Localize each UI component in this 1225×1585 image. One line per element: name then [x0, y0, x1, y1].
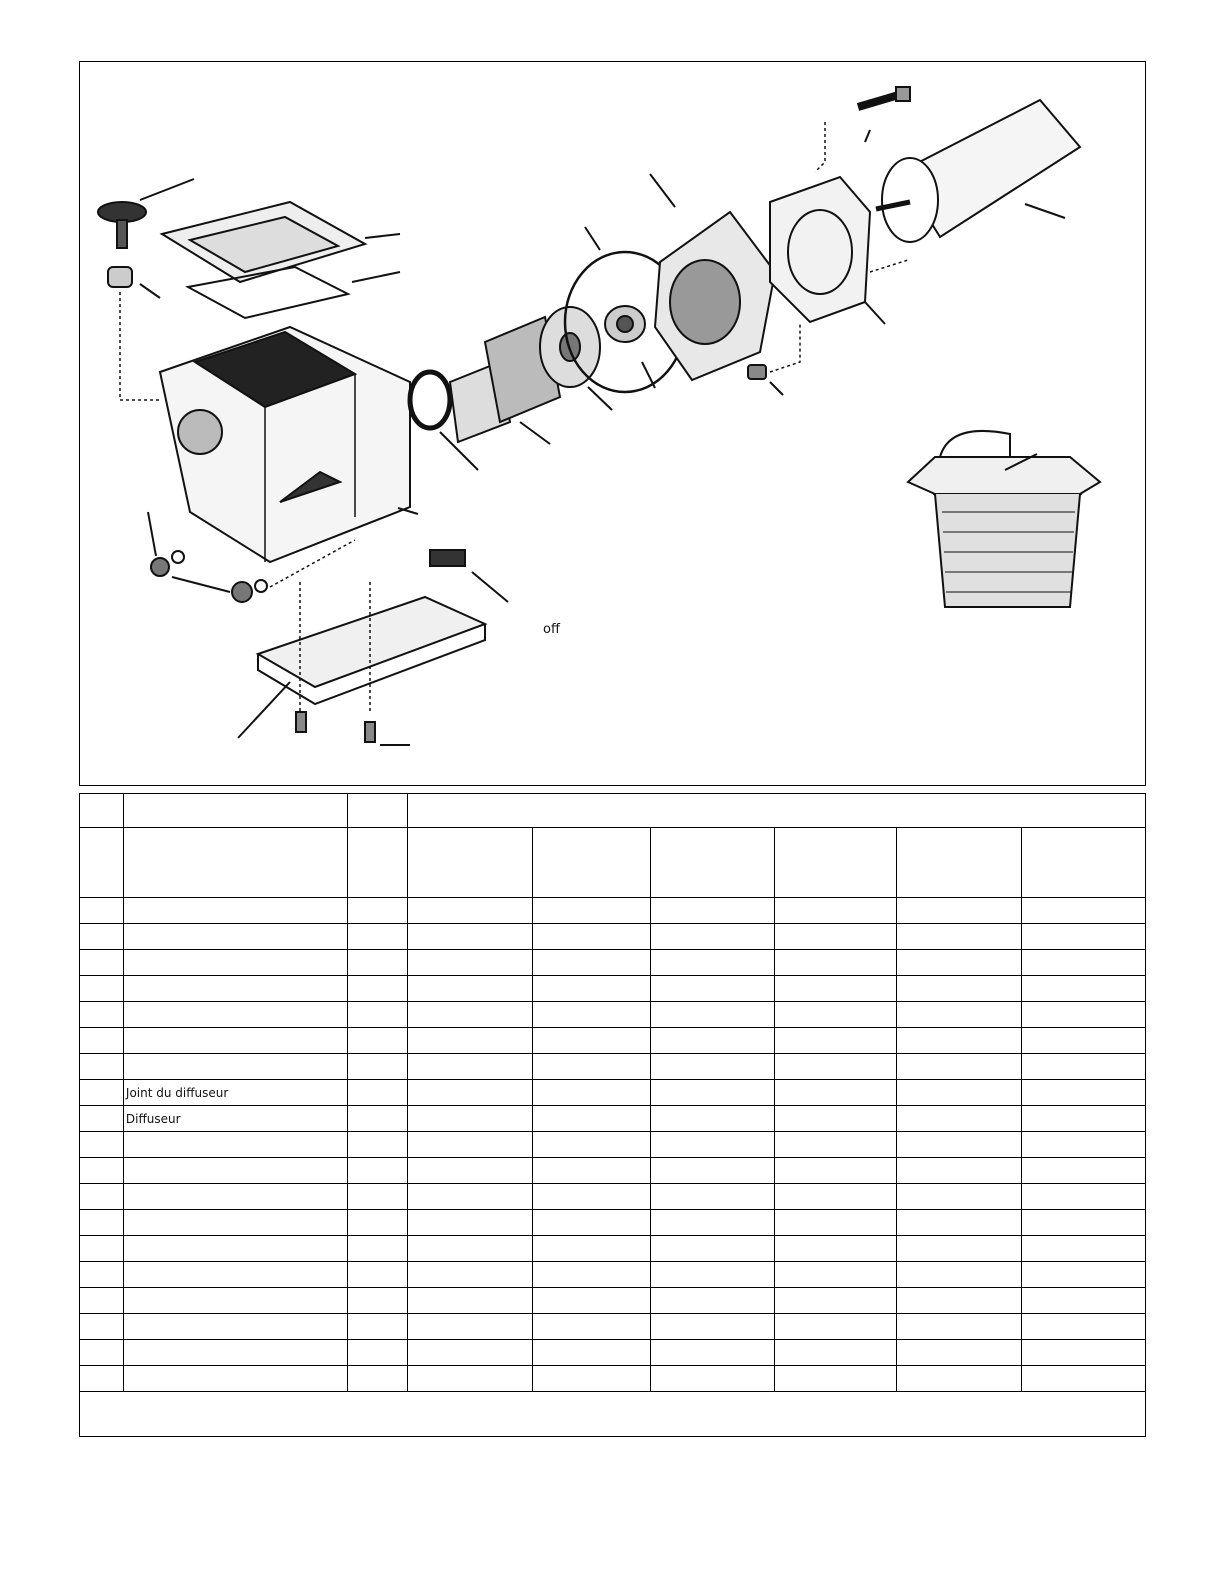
table-cell — [532, 1132, 650, 1158]
header-model-1 — [407, 828, 532, 898]
table-cell — [774, 1028, 896, 1054]
header-cell-models — [407, 794, 1145, 828]
table-cell — [348, 1314, 408, 1340]
pump-base — [258, 597, 485, 704]
table-cell — [407, 1106, 532, 1132]
part-description — [123, 1132, 347, 1158]
table-cell — [897, 1080, 1022, 1106]
table-cell — [897, 1210, 1022, 1236]
table-cell — [532, 1340, 650, 1366]
part-description — [123, 950, 347, 976]
table-cell — [348, 924, 408, 950]
table-cell — [407, 1132, 532, 1158]
table-cell — [1022, 924, 1145, 950]
table-cell — [774, 1158, 896, 1184]
table-cell — [80, 1132, 123, 1158]
table-cell — [650, 1132, 774, 1158]
parts-table — [80, 794, 1145, 1392]
part-description — [123, 976, 347, 1002]
part-description — [123, 1028, 347, 1054]
table-cell — [407, 1288, 532, 1314]
part-description — [123, 1340, 347, 1366]
table-row — [80, 976, 1145, 1002]
table-cell — [348, 1080, 408, 1106]
table-cell — [897, 1028, 1022, 1054]
base-spacer — [430, 550, 465, 566]
table-cell — [1022, 1210, 1145, 1236]
table-cell — [80, 1366, 123, 1392]
table-cell — [774, 1184, 896, 1210]
table-row — [80, 950, 1145, 976]
table-cell — [80, 1340, 123, 1366]
table-cell — [650, 1080, 774, 1106]
table-cell — [897, 1366, 1022, 1392]
parts-list-table — [79, 793, 1146, 1437]
table-cell — [650, 950, 774, 976]
table-cell — [348, 1210, 408, 1236]
table-cell — [774, 1080, 896, 1106]
table-cell — [650, 1314, 774, 1340]
table-row — [80, 1106, 1145, 1132]
table-cell — [897, 1106, 1022, 1132]
table-cell — [897, 1262, 1022, 1288]
table-cell — [650, 1366, 774, 1392]
table-cell — [897, 1236, 1022, 1262]
table-row — [80, 1132, 1145, 1158]
table-cell — [407, 950, 532, 976]
table-cell — [1022, 950, 1145, 976]
table-cell — [80, 1080, 123, 1106]
table-cell — [650, 1262, 774, 1288]
table-cell — [1022, 1236, 1145, 1262]
table-cell — [532, 1028, 650, 1054]
table-cell — [532, 898, 650, 924]
table-cell — [407, 976, 532, 1002]
table-cell — [774, 1002, 896, 1028]
table-cell — [774, 1210, 896, 1236]
table-cell — [80, 924, 123, 950]
table-cell — [407, 1236, 532, 1262]
table-cell — [348, 1236, 408, 1262]
table-cell — [1022, 898, 1145, 924]
table-subheader-row — [80, 828, 1145, 898]
table-cell — [1022, 1158, 1145, 1184]
part-description — [123, 1288, 347, 1314]
part-description — [123, 898, 347, 924]
table-cell — [1022, 1314, 1145, 1340]
pump-exploded-view — [80, 62, 1145, 785]
table-cell — [407, 1314, 532, 1340]
table-cell — [348, 1184, 408, 1210]
table-cell — [650, 1106, 774, 1132]
table-cell — [348, 1054, 408, 1080]
table-row — [80, 1028, 1145, 1054]
table-cell — [532, 1080, 650, 1106]
table-cell — [407, 924, 532, 950]
table-cell — [407, 1262, 532, 1288]
table-footnote — [80, 1394, 1145, 1436]
table-cell — [532, 950, 650, 976]
table-cell — [650, 1002, 774, 1028]
table-cell — [1022, 1054, 1145, 1080]
table-cell — [1022, 1080, 1145, 1106]
table-cell — [650, 1210, 774, 1236]
table-cell — [407, 1158, 532, 1184]
table-cell — [348, 1288, 408, 1314]
table-cell — [650, 1158, 774, 1184]
table-cell — [1022, 1288, 1145, 1314]
header-model-4 — [774, 828, 896, 898]
part-description — [123, 1314, 347, 1340]
header-model-5 — [897, 828, 1022, 898]
table-row — [80, 898, 1145, 924]
table-cell — [650, 898, 774, 924]
table-cell — [774, 1288, 896, 1314]
table-cell — [80, 1314, 123, 1340]
table-cell — [407, 1028, 532, 1054]
table-cell — [1022, 1340, 1145, 1366]
table-row — [80, 1262, 1145, 1288]
table-cell — [897, 1314, 1022, 1340]
table-cell — [532, 1002, 650, 1028]
motor-flange — [770, 177, 870, 322]
table-cell — [774, 950, 896, 976]
table-cell — [1022, 1366, 1145, 1392]
header-cell-qty — [348, 794, 408, 828]
part-description — [123, 1054, 347, 1080]
strainer-basket — [908, 431, 1100, 607]
table-cell — [897, 1002, 1022, 1028]
part-description — [123, 1002, 347, 1028]
table-cell — [897, 950, 1022, 976]
callout-label: off — [543, 622, 560, 637]
table-cell — [774, 1054, 896, 1080]
table-cell — [532, 1236, 650, 1262]
strainer-lid — [162, 202, 365, 282]
table-cell — [1022, 1106, 1145, 1132]
table-cell — [80, 1288, 123, 1314]
table-cell — [80, 898, 123, 924]
table-cell — [80, 1106, 123, 1132]
table-cell — [348, 1158, 408, 1184]
table-cell — [407, 1340, 532, 1366]
table-cell — [650, 1028, 774, 1054]
table-cell — [532, 1262, 650, 1288]
table-cell — [774, 898, 896, 924]
lid-knob — [98, 202, 146, 248]
table-cell — [348, 1340, 408, 1366]
table-row — [80, 1288, 1145, 1314]
table-row — [80, 924, 1145, 950]
table-cell — [532, 924, 650, 950]
table-cell — [1022, 976, 1145, 1002]
leader-line — [140, 179, 194, 200]
table-cell — [80, 1002, 123, 1028]
flange-screw — [748, 365, 766, 379]
table-cell — [897, 1158, 1022, 1184]
table-cell — [897, 898, 1022, 924]
table-cell — [532, 1184, 650, 1210]
table-cell — [348, 1002, 408, 1028]
header-cell-ref — [80, 794, 123, 828]
table-row — [80, 1340, 1145, 1366]
lid-o-ring — [188, 267, 348, 318]
table-cell — [774, 1340, 896, 1366]
table-row — [80, 1314, 1145, 1340]
table-cell — [774, 1314, 896, 1340]
table-cell — [348, 950, 408, 976]
table-cell — [532, 1158, 650, 1184]
table-cell — [80, 950, 123, 976]
table-row — [80, 1366, 1145, 1392]
diffuser-gasket-ring — [410, 372, 450, 428]
table-row — [80, 1210, 1145, 1236]
table-cell — [650, 976, 774, 1002]
part-description — [123, 924, 347, 950]
table-cell — [532, 1054, 650, 1080]
table-cell — [348, 976, 408, 1002]
table-cell — [80, 1262, 123, 1288]
drain-plugs — [151, 551, 267, 602]
table-cell — [532, 976, 650, 1002]
part-description — [123, 1184, 347, 1210]
table-cell — [897, 1288, 1022, 1314]
part-description — [123, 1158, 347, 1184]
table-cell — [80, 1210, 123, 1236]
table-cell — [348, 1132, 408, 1158]
bushing — [108, 267, 132, 287]
table-cell — [348, 1262, 408, 1288]
table-cell — [80, 976, 123, 1002]
exploded-parts-diagram — [79, 61, 1146, 786]
table-cell — [348, 1366, 408, 1392]
table-cell — [532, 1288, 650, 1314]
table-row — [80, 1184, 1145, 1210]
part-description: Diffuseur — [123, 1106, 347, 1132]
table-cell — [897, 1340, 1022, 1366]
table-cell — [1022, 1132, 1145, 1158]
motor — [876, 100, 1080, 242]
table-cell — [532, 1314, 650, 1340]
table-cell — [1022, 1262, 1145, 1288]
table-cell — [650, 1288, 774, 1314]
table-cell — [80, 1184, 123, 1210]
header-model-6 — [1022, 828, 1145, 898]
table-cell — [774, 924, 896, 950]
table-cell — [532, 1210, 650, 1236]
table-cell — [1022, 1002, 1145, 1028]
motor-bolt — [858, 87, 910, 107]
table-cell — [774, 1366, 896, 1392]
table-cell — [407, 898, 532, 924]
table-cell — [1022, 1184, 1145, 1210]
table-cell — [348, 1028, 408, 1054]
table-cell — [897, 1132, 1022, 1158]
table-cell — [774, 1106, 896, 1132]
table-cell — [532, 1106, 650, 1132]
table-row — [80, 1158, 1145, 1184]
table-cell — [348, 1106, 408, 1132]
table-cell — [80, 1054, 123, 1080]
base-screw — [365, 722, 375, 742]
table-header-row — [80, 794, 1145, 828]
table-cell — [897, 976, 1022, 1002]
table-row — [80, 1080, 1145, 1106]
table-cell — [897, 924, 1022, 950]
table-cell — [1022, 1028, 1145, 1054]
shaft-seal — [605, 306, 645, 342]
header-cell-description — [123, 794, 347, 828]
table-cell — [650, 1236, 774, 1262]
table-cell — [407, 1080, 532, 1106]
table-cell — [407, 1184, 532, 1210]
part-description: Joint du diffuseur — [123, 1080, 347, 1106]
header-model-2 — [532, 828, 650, 898]
part-description — [123, 1210, 347, 1236]
table-row — [80, 1054, 1145, 1080]
table-cell — [80, 1236, 123, 1262]
table-cell — [407, 1366, 532, 1392]
table-cell — [80, 1028, 123, 1054]
table-cell — [407, 1054, 532, 1080]
table-cell — [407, 1002, 532, 1028]
table-cell — [532, 1366, 650, 1392]
table-cell — [80, 1158, 123, 1184]
part-description — [123, 1262, 347, 1288]
part-description — [123, 1366, 347, 1392]
table-cell — [897, 1184, 1022, 1210]
header-model-3 — [650, 828, 774, 898]
table-cell — [348, 898, 408, 924]
table-cell — [650, 1184, 774, 1210]
table-cell — [774, 1132, 896, 1158]
table-row — [80, 1002, 1145, 1028]
table-cell — [650, 1340, 774, 1366]
seal-plate — [655, 212, 775, 380]
base-screw — [296, 712, 306, 732]
table-cell — [774, 1262, 896, 1288]
table-cell — [774, 976, 896, 1002]
table-cell — [774, 1236, 896, 1262]
table-row — [80, 1236, 1145, 1262]
table-cell — [650, 924, 774, 950]
pump-housing — [160, 327, 410, 562]
table-cell — [650, 1054, 774, 1080]
part-description — [123, 1236, 347, 1262]
table-cell — [407, 1210, 532, 1236]
table-cell — [897, 1054, 1022, 1080]
